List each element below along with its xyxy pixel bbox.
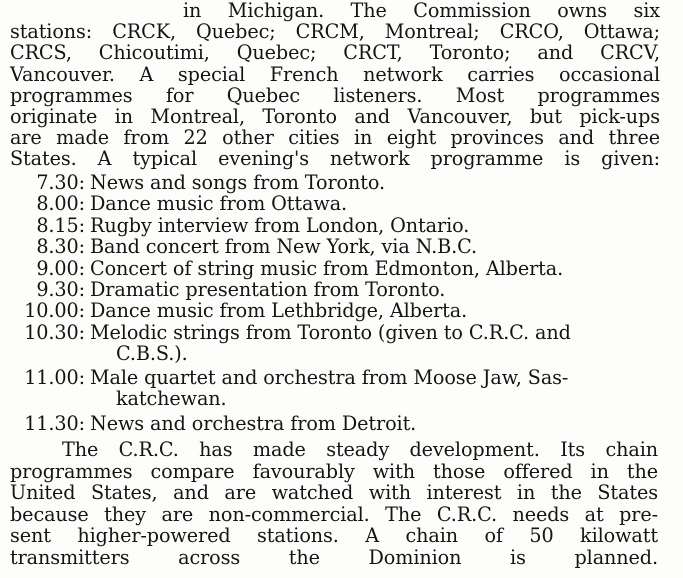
schedule-time: 10.00: <box>24 299 85 323</box>
text-line: programmes compare favourably with those offered in the <box>10 459 658 483</box>
schedule-time: 11.30: <box>24 411 85 435</box>
programme-schedule <box>0 172 683 434</box>
schedule-programme: News and songs from Toronto. <box>90 171 385 194</box>
schedule-row <box>0 300 683 321</box>
schedule-programme: News and orchestra from Detroit. <box>90 411 417 435</box>
schedule-time: 9.30: <box>36 277 85 301</box>
schedule-programme: Dance music from Ottawa. <box>90 192 348 216</box>
text-line: Vancouver. A special French network carries occasional <box>10 62 660 86</box>
text-line: in Michigan. The Commission owns six <box>183 0 660 22</box>
schedule-programme: Concert of string music from Edmonton, Alberta. <box>90 256 564 280</box>
text-line: The C.R.C. has made steady development. Its chain <box>62 438 658 461</box>
schedule-row <box>0 172 683 193</box>
schedule-programme <box>90 367 658 409</box>
schedule-row <box>0 413 683 434</box>
schedule-row <box>0 258 683 279</box>
text-line: sent higher-powered stations. A chain of 50 kilowatt <box>10 524 658 548</box>
schedule-programme-line: Male quartet and orchestra from Moose Jaw, Sas- <box>90 366 569 390</box>
schedule-row <box>0 236 683 257</box>
schedule-programme-line: katchewan. <box>116 387 227 411</box>
schedule-time: 10.30: <box>24 320 85 344</box>
text-line: States. A typical evening's network programme is given: <box>10 147 660 171</box>
schedule-time: 11.00: <box>24 366 85 390</box>
schedule-row <box>0 279 683 300</box>
schedule-programme: Band concert from New York, via N.B.C. <box>90 235 478 259</box>
text-line: United States, and are watched with interest in the States <box>10 481 658 505</box>
text-line: because they are non-commercial. The C.R.C. needs at pre- <box>10 502 658 526</box>
schedule-programme <box>90 322 658 364</box>
schedule-time: 7.30: <box>36 171 85 194</box>
text-line: programmes for Quebec listeners. Most programmes <box>10 83 660 107</box>
schedule-row <box>0 367 683 409</box>
schedule-row <box>0 193 683 214</box>
text-line: transmitters across the Dominion is planned. <box>10 545 658 569</box>
schedule-row <box>0 215 683 236</box>
schedule-programme-line: C.B.S.). <box>116 341 188 365</box>
text-line: CRCS, Chicoutimi, Quebec; CRCT, Toronto; and CRCV, <box>10 41 660 65</box>
text-line: stations: CRCK, Quebec; CRCM, Montreal; CRCO, Ottawa; <box>10 20 660 44</box>
schedule-time: 9.00: <box>36 256 85 280</box>
closing-paragraph <box>10 439 658 569</box>
schedule-programme: Dance music from Lethbridge, Alberta. <box>90 299 468 323</box>
schedule-programme: Dramatic presentation from Toronto. <box>90 277 446 301</box>
text-line: are made from 22 other cities in eight provinces and three <box>10 126 660 150</box>
schedule-time: 8.30: <box>36 235 85 259</box>
intro-paragraph <box>10 0 660 170</box>
schedule-time: 8.15: <box>36 213 85 237</box>
schedule-row <box>0 322 683 364</box>
schedule-programme-line: Melodic strings from Toronto (given to C.R.C. and <box>90 320 571 344</box>
schedule-programme: Rugby interview from London, Ontario. <box>90 213 470 237</box>
schedule-time: 8.00: <box>36 192 85 216</box>
text-line: originate in Montreal, Toronto and Vancouver, but pick-ups <box>10 104 660 128</box>
